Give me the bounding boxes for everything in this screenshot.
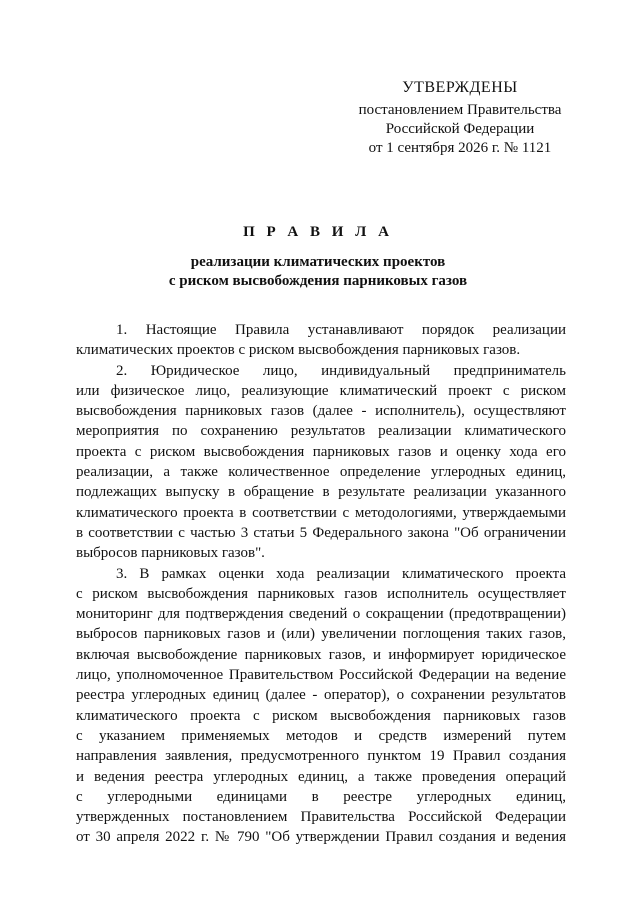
paragraph-3-line: мониторинг для подтверждения сведений о сокращении (предотвращении) [76, 606, 566, 623]
paragraph-3-line: с указанием применяемых методов и средств измерений путем [76, 727, 566, 744]
paragraph-2-line: 2. Юридическое лицо, индивидуальный предприниматель [116, 362, 566, 379]
paragraph-2-line: мероприятия по сохранению результатов реализации климатического [76, 423, 566, 440]
paragraph-2-line: в соответствии с частью 3 статьи 5 Федерального закона "Об ограничении [76, 524, 566, 541]
paragraph-3-line: лицо, уполномоченное Правительством Российской Федерации на ведение [76, 667, 566, 684]
approval-line-1: постановлением Правительства [358, 102, 562, 118]
paragraph-3-line: 3. В рамках оценки хода реализации климатического проекта [116, 565, 566, 582]
paragraph-2-line: климатического проекта в соответствии с методологиями, утверждаемыми [76, 504, 566, 521]
paragraph-3-line: реестра углеродных единиц (далее - оператор), о сохранении результатов [76, 687, 566, 704]
document-title [70, 224, 566, 291]
document-body [76, 320, 566, 848]
paragraph-2-line: проекта с риском высвобождения парниковых газов и оценку хода его [76, 443, 566, 460]
paragraph-3-line: с риском высвобождения парниковых газов исполнитель осуществляет [76, 585, 566, 602]
paragraph-3-line: направления заявления, предусмотренного пунктом 19 Правил создания [76, 748, 566, 765]
paragraph-3-line: включая высвобождение парниковых газов, и информирует юридическое [76, 646, 566, 663]
paragraph-3-line: утвержденных постановлением Правительства Российской Федерации [76, 809, 566, 826]
paragraph-3-line: и ведения реестра углеродных единиц, а также проведения операций [76, 768, 566, 785]
paragraph-2-line: или физическое лицо, реализующие климатический проект с риском [76, 382, 566, 399]
paragraph-1-line: климатических проектов с риском высвобождения парниковых газов. [76, 342, 521, 359]
title-subtitle-line-1: реализации климатических проектов [190, 254, 446, 270]
paragraph-3-line: от 30 апреля 2022 г. № 790 "Об утверждении Правил создания и ведения [76, 829, 566, 846]
approval-line-2: Российской Федерации [385, 121, 535, 137]
title-subtitle-line-2: с риском высвобождения парниковых газов [168, 273, 468, 289]
paragraph-3-line: с углеродными единицами в реестре углеродных единиц, [76, 788, 566, 805]
paragraph-1-line: 1. Настоящие Правила устанавливают порядок реализации [116, 322, 566, 338]
approval-line-3: от 1 сентября 2026 г. № 1121 [368, 140, 552, 156]
paragraph-3-line: выбросов парниковых газов и (или) увеличении поглощения таких газов, [76, 626, 566, 643]
paragraph-2-line: реализации, а также количественное определение углеродных единиц, [76, 464, 566, 481]
title-heading: П Р А В И Л А [243, 224, 393, 240]
approval-block [330, 78, 590, 158]
approval-heading: УТВЕРЖДЕНЫ [402, 79, 518, 96]
paragraph-2-line: высвобождения парниковых газов (далее - исполнитель), осуществляют [76, 403, 566, 420]
paragraph-3-line: климатического проекта с риском высвобождения парниковых газов [76, 707, 566, 724]
paragraph-2-line: выбросов парниковых газов". [76, 545, 265, 562]
paragraph-2-line: подлежащих выпуску в обращение в результате реализации указанного [76, 484, 566, 501]
